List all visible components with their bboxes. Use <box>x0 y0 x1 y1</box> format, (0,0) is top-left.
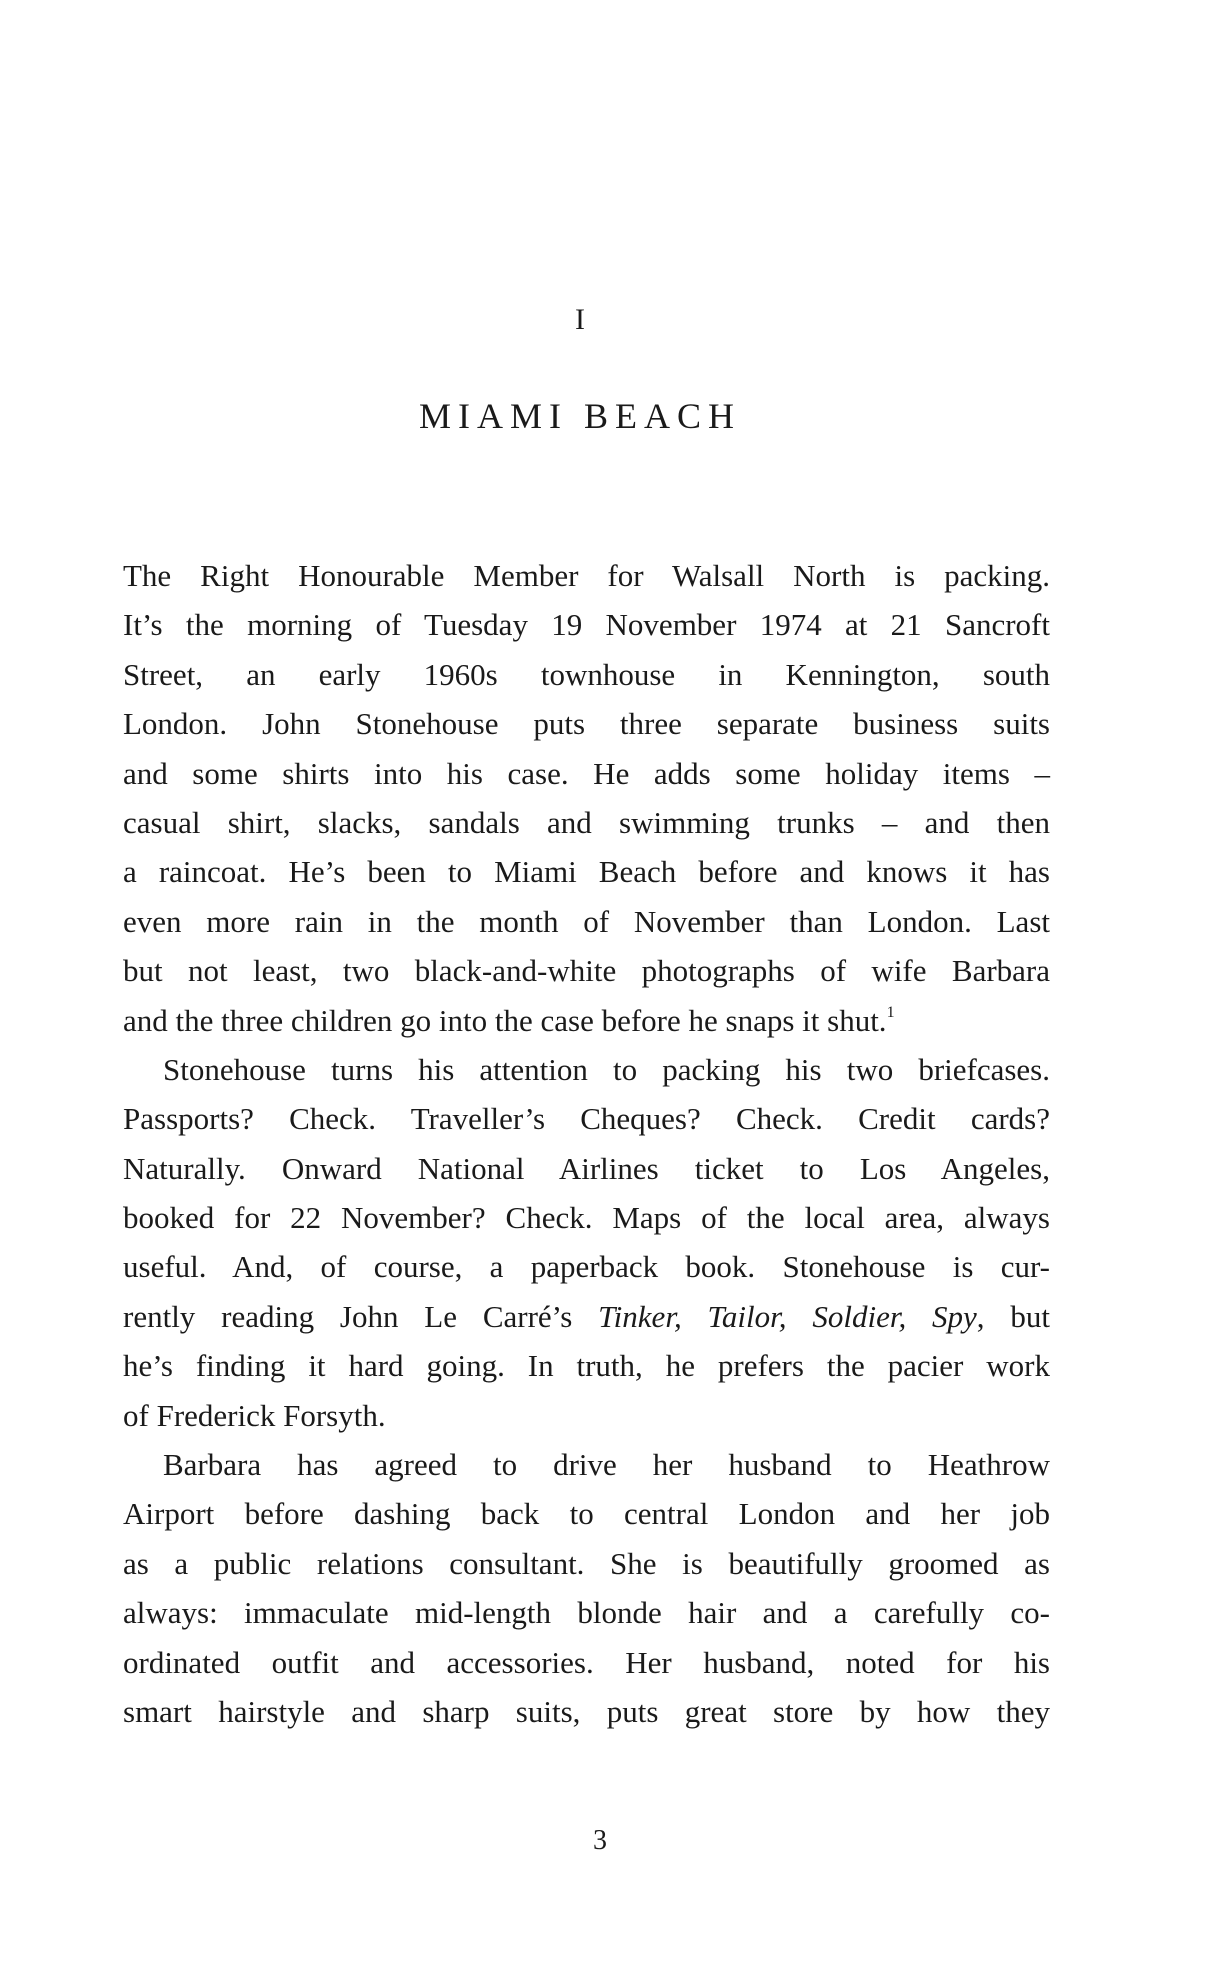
text-segment: rently reading John Le Carré’s <box>123 1298 599 1334</box>
text-line-content: and the three children go into the case before he snaps it shut. <box>123 1002 887 1038</box>
text-line: Passports? Check. Traveller’s Cheques? Check. Credit cards? <box>123 1101 1050 1137</box>
book-title-italic: Tinker, Tailor, Soldier, Spy <box>598 1298 977 1334</box>
text-line: but not least, two black-and-white photographs of wife Barbara <box>123 953 1050 989</box>
text-line: and some shirts into his case. He adds some holiday items – <box>123 755 1050 791</box>
text-line: as a public relations consultant. She is beautifully groomed as <box>123 1545 1050 1581</box>
text-line: The Right Honourable Member for Walsall North is packing. <box>123 558 1050 593</box>
chapter-number: I <box>575 303 585 336</box>
body-text <box>123 551 1050 1736</box>
text-segment: , but <box>976 1298 1050 1334</box>
text-line: Barbara has agreed to drive her husband to Heathrow <box>163 1447 1050 1483</box>
page-number: 3 <box>593 1825 607 1856</box>
text-line: Naturally. Onward National Airlines ticket to Los Angeles, <box>123 1150 1050 1186</box>
text-line: It’s the morning of Tuesday 19 November 1974 at 21 Sancroft <box>123 607 1050 643</box>
text-line: London. John Stonehouse puts three separate business suits <box>123 706 1050 742</box>
text-line: Street, an early 1960s townhouse in Kennington, south <box>123 656 1050 692</box>
text-line: useful. And, of course, a paperback book. Stonehouse is cur- <box>123 1249 1050 1285</box>
text-line <box>123 1292 1050 1341</box>
text-line: Stonehouse turns his attention to packing his two briefcases. <box>163 1051 1050 1087</box>
footnote-marker: 1 <box>886 1003 895 1021</box>
text-line: he’s finding it hard going. In truth, he prefers the pacier work <box>123 1348 1050 1384</box>
text-line: Airport before dashing back to central London and her job <box>123 1496 1050 1532</box>
text-line: smart hairstyle and sharp suits, puts great store by how they <box>123 1693 1050 1729</box>
text-line: casual shirt, slacks, sandals and swimming trunks – and then <box>123 804 1050 840</box>
text-line: ordinated outfit and accessories. Her husband, noted for his <box>123 1644 1050 1680</box>
text-line: booked for 22 November? Check. Maps of the local area, always <box>123 1200 1050 1236</box>
text-line: of Frederick Forsyth. <box>123 1397 386 1433</box>
chapter-title: MIAMI BEACH <box>418 396 741 436</box>
text-line: always: immaculate mid-length blonde hair and a carefully co- <box>123 1595 1050 1631</box>
text-line: even more rain in the month of November than London. Last <box>123 903 1050 939</box>
text-line <box>123 996 1050 1045</box>
text-line: a raincoat. He’s been to Miami Beach before and knows it has <box>123 854 1050 890</box>
